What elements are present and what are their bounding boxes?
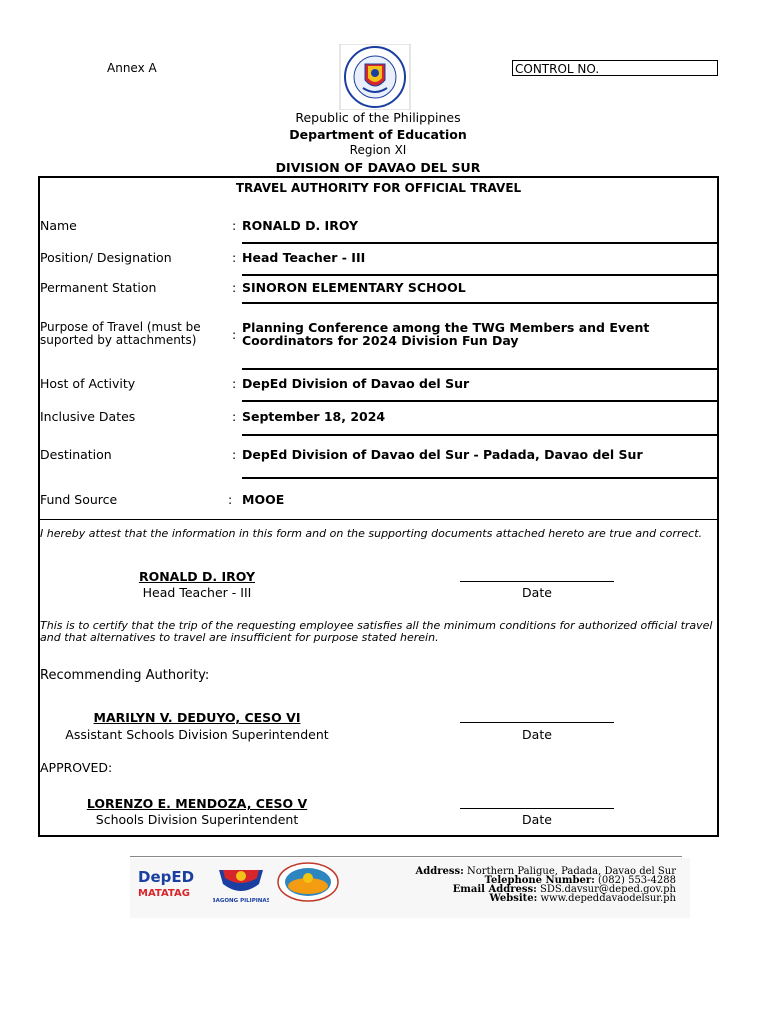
colon: : [232, 218, 237, 233]
telephone-label: Telephone Number: [484, 875, 595, 886]
dates-label: Inclusive Dates [40, 409, 136, 424]
email-label: Email Address: [452, 884, 537, 895]
signatory-role: Schools Division Superintendent [95, 812, 299, 827]
bagong-pilipinas-logo-icon [213, 862, 269, 904]
division-text: DIVISION OF DAVAO DEL SUR [275, 160, 481, 175]
svg-text:DepED: DepED [138, 868, 195, 886]
signatory-role: Head Teacher - III [142, 585, 252, 600]
divider [38, 519, 719, 520]
address-label: Address: [415, 866, 464, 877]
colon: : [232, 250, 237, 265]
fund-source-label: Fund Source [40, 492, 118, 507]
station-value: SINORON ELEMENTARY SCHOOL [242, 280, 466, 295]
field-underline [242, 400, 718, 402]
form-title: TRAVEL AUTHORITY FOR OFFICIAL TRAVEL [235, 181, 522, 195]
region-text: Region XI [349, 143, 407, 157]
division-seal-icon [277, 862, 339, 902]
fund-source-value: MOOE [242, 492, 285, 507]
name-label: Name [40, 218, 77, 233]
email-value: SDS.davsur@deped.gov.ph [539, 884, 676, 895]
date-label: Date [522, 585, 552, 600]
website-value: www.depeddavaodelsur.ph [540, 893, 676, 904]
destination-label: Destination [40, 447, 112, 462]
annex-label: Annex A [107, 61, 157, 75]
date-label: Date [522, 812, 552, 827]
signatory-name: MARILYN V. DEDUYO, CESO VI [93, 710, 301, 725]
purpose-label-line1: Purpose of Travel (must be [40, 320, 201, 334]
website-label: Website: [489, 893, 538, 904]
field-underline [242, 302, 718, 304]
signatory-name: RONALD D. IROY [138, 569, 256, 584]
colon: : [232, 409, 237, 424]
name-value: RONALD D. IROY [242, 218, 359, 233]
address-value: Northern Paligue, Padada, Davao del Sur [467, 866, 676, 877]
date-signature-line [460, 722, 614, 723]
field-underline [242, 274, 718, 276]
attestation-text: I hereby attest that the information in this form and on the supporting documents attached hereto are true and correct. [40, 527, 703, 540]
recommending-authority-label: Recommending Authority: [40, 668, 210, 683]
colon: : [232, 280, 237, 295]
host-value: DepEd Division of Davao del Sur [242, 376, 470, 391]
host-label: Host of Activity [40, 376, 136, 391]
destination-value: DepEd Division of Davao del Sur - Padada, Davao del Sur [242, 447, 643, 462]
department-text: Department of Education [289, 127, 467, 142]
republic-text: Republic of the Philippines [295, 110, 461, 125]
footer-website [489, 894, 676, 904]
field-underline [242, 368, 718, 370]
date-signature-line [460, 581, 614, 582]
signatory-name: LORENZO E. MENDOZA, CESO V [86, 796, 308, 811]
colon: : [232, 447, 237, 462]
telephone-value: (082) 553-4288 [598, 875, 676, 886]
deped-seal-icon [338, 44, 412, 110]
approved-label: APPROVED: [40, 760, 113, 775]
position-label: Position/ Designation [40, 250, 172, 265]
signatory-role: Assistant Schools Division Superintendent [65, 727, 329, 742]
field-underline [242, 477, 718, 479]
certification-text: This is to certify that the trip of the requesting employee satisfies all the minimum conditions for authorized official travel and that alternatives to travel are insufficient for purpose stated herein. [40, 619, 713, 644]
dates-value: September 18, 2024 [242, 409, 386, 424]
colon: : [232, 327, 237, 342]
date-label: Date [522, 727, 552, 742]
field-underline [242, 242, 718, 244]
footer-divider [130, 856, 682, 857]
purpose-value-line2: Coordinators for 2024 Division Fun Day [242, 333, 519, 348]
purpose-label-line2: suported by attachments) [40, 333, 197, 347]
svg-text:MATATAG: MATATAG [138, 888, 190, 899]
control-number-box[interactable]: CONTROL NO. [512, 60, 718, 76]
colon: : [232, 376, 237, 391]
station-label: Permanent Station [40, 280, 157, 295]
date-signature-line [460, 808, 614, 809]
position-value: Head Teacher - III [242, 250, 366, 265]
purpose-value-line1: Planning Conference among the TWG Members and Event [242, 320, 650, 335]
svg-text:BAGONG PILIPINAS: BAGONG PILIPINAS [213, 898, 269, 904]
deped-matatag-logo-icon [136, 866, 200, 900]
field-underline [242, 434, 718, 436]
colon: : [228, 492, 233, 507]
